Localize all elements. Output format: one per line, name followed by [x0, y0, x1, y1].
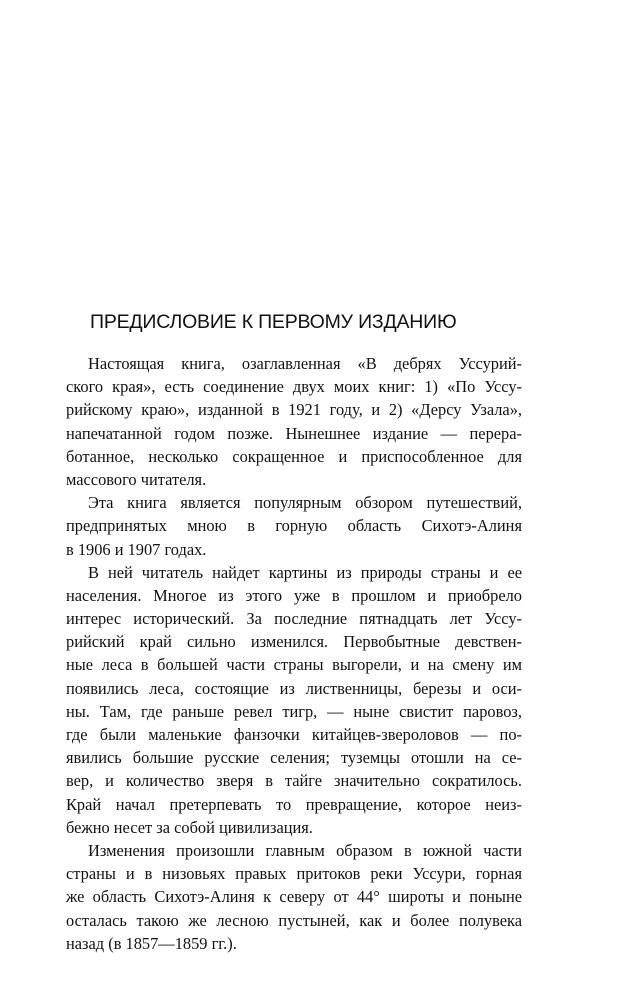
text-line: массового читателя. — [66, 469, 207, 489]
text-line: в 1906 и 1907 годах. — [66, 539, 207, 559]
paragraph-4 — [66, 839, 522, 955]
text-line: напечатанной годом позже. Нынешнее издание — перера- — [66, 423, 522, 443]
text-line: назад (в 1857—1859 гг.). — [66, 933, 237, 953]
paragraph-3 — [66, 561, 522, 839]
text-line: рийскому краю», изданной в 1921 году, и 2) «Дерсу Узала», — [66, 400, 522, 420]
text-line: появились леса, состоящие из лиственницы, березы и оси- — [66, 678, 522, 698]
paragraph-1 — [66, 352, 522, 491]
text-line: ны. Там, где раньше ревел тигр, — ныне свистит паровоз, — [66, 701, 522, 721]
text-line: ского края», есть соединение двух моих книг: 1) «По Уссу- — [66, 377, 522, 397]
text-line: Настоящая книга, озаглавленная «В дебрях Уссурий- — [88, 354, 522, 373]
text-line: предпринятых мною в горную область Сихотэ-Алиня — [66, 516, 522, 536]
text-line: ные леса в большей части страны выгорели, и на смену им — [66, 655, 522, 675]
text-line: осталась такою же лесною пустыней, как и более полувека — [66, 910, 522, 930]
text-line: интерес исторический. За последние пятнадцать лет Уссу- — [66, 609, 522, 629]
text-line: явились большие русские селения; туземцы отошли на се- — [66, 748, 522, 768]
text-line: рийский край сильно изменился. Первобытные девствен- — [66, 632, 522, 652]
body-text — [66, 352, 522, 955]
text-line: населения. Многое из этого уже в прошлом и приобрело — [66, 585, 522, 605]
text-line: В ней читатель найдет картины из природы страны и ее — [88, 562, 522, 582]
text-line: ботанное, несколько сокращенное и приспособленное для — [66, 446, 522, 466]
text-line: страны и в низовьях правых притоков реки Уссури, горная — [66, 864, 522, 884]
text-line: Край начал претерпевать то превращение, которое неиз- — [66, 794, 522, 814]
paragraph-2 — [66, 491, 522, 561]
text-line: бежно несет за собой цивилизация. — [66, 817, 313, 837]
text-line: Изменения произошли главным образом в южной части — [88, 840, 522, 860]
text-line: где были маленькие фанзочки китайцев-звероловов — по- — [66, 725, 522, 744]
text-line: Эта книга является популярным обзором путешествий, — [88, 493, 522, 513]
chapter-heading: ПРЕДИСЛОВИЕ К ПЕРВОМУ ИЗДАНИЮ — [90, 311, 457, 333]
text-line: же область Сихотэ-Алиня к северу от 44° широты и поныне — [66, 887, 522, 907]
text-line: вер, и количество зверя в тайге значительно сократилось. — [66, 771, 522, 791]
